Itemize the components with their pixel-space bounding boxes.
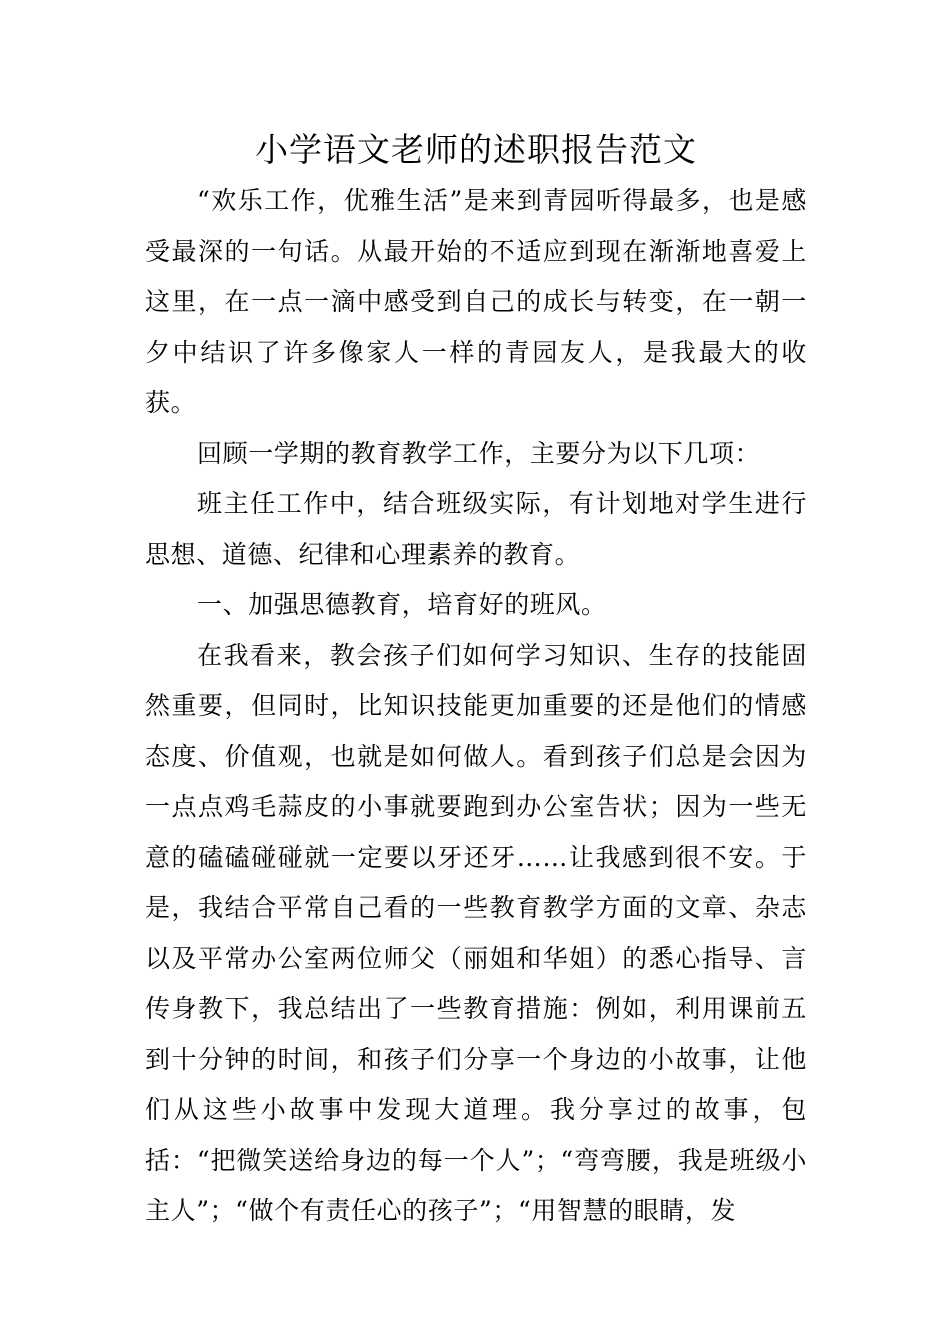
document-title: 小学语文老师的述职报告范文 bbox=[255, 130, 697, 169]
paragraph-review: 回顾一学期的教育教学工作，主要分为以下几项： bbox=[197, 438, 761, 468]
document-page bbox=[145, 128, 807, 1237]
paragraph-intro: “欢乐工作，优雅生活”是来到青园听得最多，也是感受最深的一句话。从最开始的不适应到现在渐渐地喜爱上这里，在一点一滴中感受到自己的成长与转变，在一朝一夕中结识了许多像家人一样的青园友人，是我最大的收获。 bbox=[145, 186, 807, 417]
paragraph-class-teacher: 班主任工作中，结合班级实际，有计划地对学生进行思想、道德、纪律和心理素养的教育。 bbox=[145, 489, 807, 569]
section-heading-1: 一、加强思德教育，培育好的班风。 bbox=[197, 590, 607, 619]
paragraph-education-measures: 在我看来，教会孩子们如何学习知识、生存的技能固然重要，但同时，比知识技能更加重要的还是他们的情感态度、价值观，也就是如何做人。看到孩子们总是会因为一点点鸡毛蒜皮的小事就要跑到办公室告状；因为一些无意的磕磕碰碰就一定要以牙还牙……让我感到很不安。于是，我结合平常自己看的一些教育教学方面的文章、杂志以及平常办公室两位师父（丽姐和华姐）的悉心指导、言传身教下，我总结出了一些教育措施：例如，利用课前五到十分钟的时间，和孩子们分享一个身边的小故事，让他们从这些小故事中发现大道理。我分享过的故事，包括：“把微笑送给身边的每一个人”；“弯弯腰，我是班级小主人”；“做个有责任心的孩子”；“用智慧的眼睛，发 bbox=[145, 640, 807, 1225]
